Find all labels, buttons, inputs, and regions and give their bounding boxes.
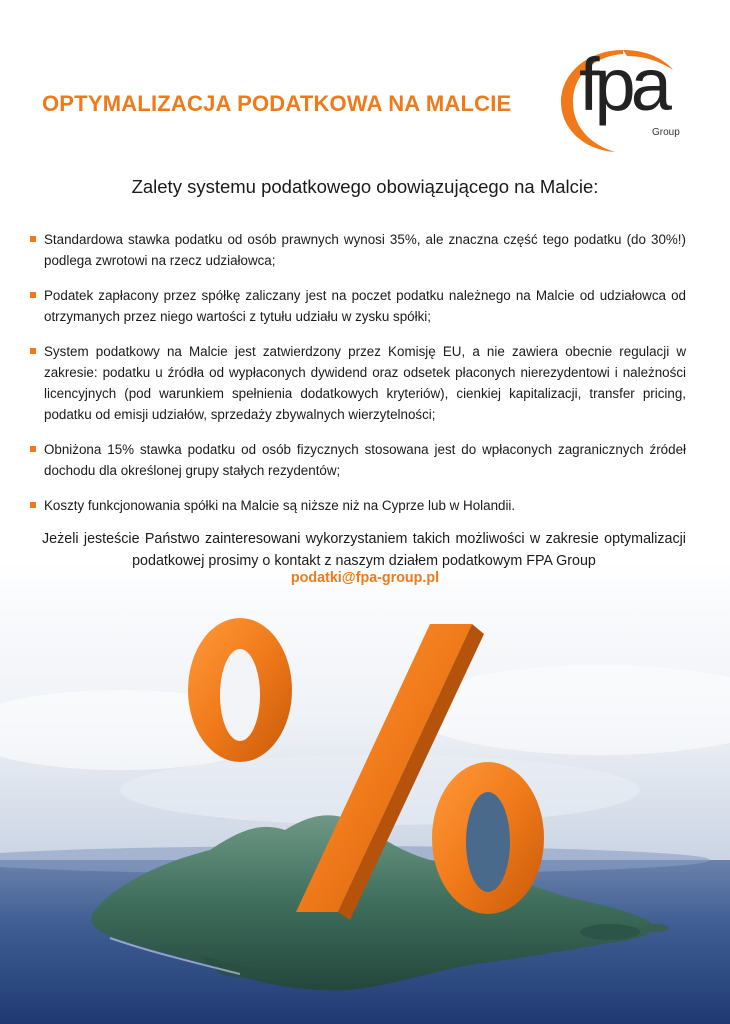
advantages-list — [30, 229, 686, 530]
page-title: OPTYMALIZACJA PODATKOWA NA MALCIE — [42, 91, 512, 116]
island-percent-illustration — [0, 560, 730, 1024]
bullet-square-icon — [30, 502, 36, 508]
list-item — [30, 341, 686, 425]
contact-paragraph: Jeżeli jesteście Państwo zainteresowani wykorzystaniem takich możliwości w zakresie optymalizacji podatkowej prosimy o kontakt z naszym działem podatkowym FPA Group — [42, 531, 686, 569]
illustration-svg — [0, 560, 730, 1024]
bullet-square-icon — [30, 292, 36, 298]
bullet-square-icon — [30, 348, 36, 354]
list-item — [30, 495, 686, 516]
list-item-text: System podatkowy na Malcie jest zatwierdzony przez Komisję EU, a nie zawiera obecnie regulacji w zakresie: podatku u źródła od wypłaconych dywidend oraz odsetek płaconych nierezydentowi i należności licencyjnych (pod warunkiem spełnienia dodatkowych kryteriów), cienkiej kapitalizacji, transfer pricing, podatku od emisji udziałów, sprzedaży zbywalnych wierzytelności; — [44, 344, 686, 422]
list-item-text: Standardowa stawka podatku od osób prawnych wynosi 35%, ale znaczna część tego podatku (do 30%!) podlega zwrotowi na rzecz udziałowca; — [44, 232, 686, 268]
fpa-group-logo — [553, 44, 693, 154]
section-subtitle: Zalety systemu podatkowego obowiązującego na Malcie: — [131, 176, 599, 197]
logo-text: fpa — [579, 43, 667, 126]
list-item — [30, 439, 686, 481]
list-item — [30, 285, 686, 327]
list-item-text: Koszty funkcjonowania spółki na Malcie są niższe niż na Cyprze lub w Holandii. — [44, 498, 516, 513]
list-item-text: Obniżona 15% stawka podatku od osób fizycznych stosowana jest do wpłaconych zagranicznych źródeł dochodu dla określonej grupy stałych rezydentów; — [44, 442, 686, 478]
bullet-square-icon — [30, 236, 36, 242]
list-item-text: Podatek zapłacony przez spółkę zaliczany jest na poczet podatku należnego na Malcie od udziałowca od otrzymanych przez niego wartości z tytułu udziału w zysku spółki; — [44, 288, 686, 324]
list-item — [30, 229, 686, 271]
contact-email-link[interactable]: podatki@fpa-group.pl — [290, 570, 440, 586]
logo-subtext: Group — [652, 127, 680, 138]
bullet-square-icon — [30, 446, 36, 452]
